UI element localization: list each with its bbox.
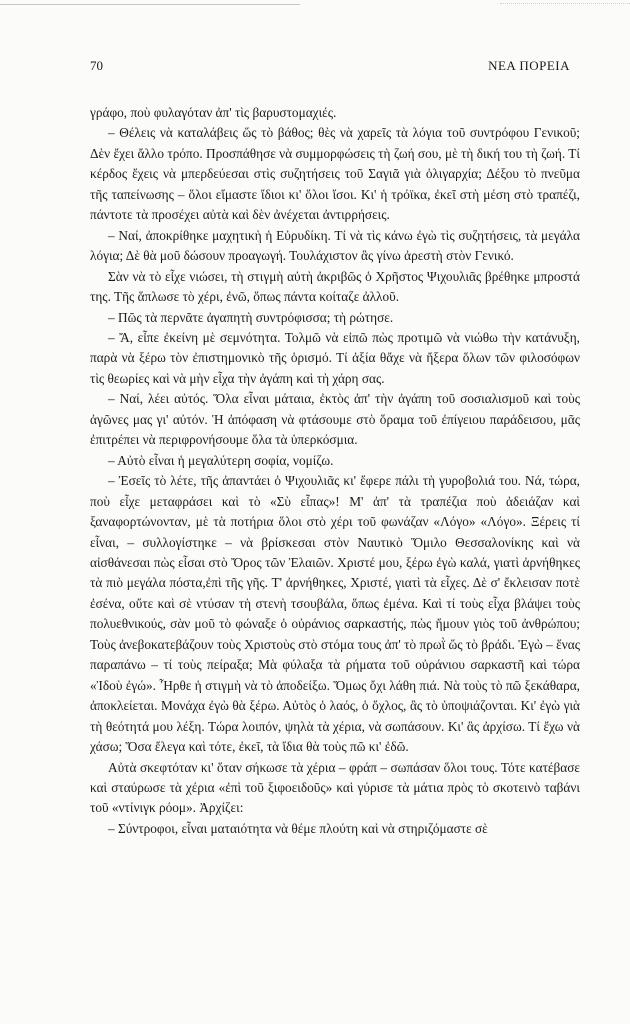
- paragraph: – Ἐσεῖς τὸ λέτε, τῆς ἀπαντάει ὁ Ψιχουλιᾶς κι' ἔφερε πάλι τὴ γυροβολιά του. Νά, τώρα, ποὺ εἶχε μεταφράσει καὶ τὸ «Σὺ εἶπας»! Μ' ἀπ' τὰ τραπέζια ποὺ ἀδειάζαν καὶ ξαναφορτώνονταν, μὲ τὰ ποτήρια ὅλοι στὸ χέρι τοῦ φωνάζαν «Λόγο» «Λόγο». Ξέρεις τί εἶναι, – συλλογίστηκε – νὰ βρίσκεσαι στὸν Ναυτικὸ Ὅμιλο Θεσσαλονίκης καὶ νὰ αἰσθάνεσαι πὼς εἶσαι στὸ Ὄρος τῶν Ἐλαιῶν. Χριστέ μου, ξέρω ἐγὼ καλά, γιατὶ ἀρνήθηκες τὰ πιὸ μεγάλα πόστα,ἐπὶ τῆς γῆς. Τ' ἀρνήθηκες, Χριστέ, γιατὶ τὰ εἶχες. Δὲ σ' ἔκλεισαν ποτὲ ἐσένα, οὔτε καὶ σὲ ντύσαν τὴ στενὴ τσουβάλα, ὅπως ἐμένα. Καὶ τί τοὺς εἶχα βλάψει τοὺς πολυεθνικούς, σὰν μοῦ τὸ φώναξε ὁ οὐράνιος σαρκαστής, πὼς ἤμουν γιὸς τοῦ ἀνθρώπου; Τοὺς ἀνεβοκατεβάζουν τοὺς Χριστοὺς στὸ στόμα τους ἀπ' τὸ πρωῒ ὥς τὸ βράδι. Ἐγὼ – ἕνας παραπάνω – τί τοὺς πείραξα; Μὰ φύλαξα τὰ ρήματα τοῦ οὐράνιου σαρκαστῆ καὶ τώρα «Ἰδοὺ ἐγώ». Ἦρθε ἡ στιγμὴ νὰ τὸ ἀποδείξω. Ὅμως ὄχι λάθη πιά. Νὰ τοὺς τὸ πῶ ξεκάθαρα, ἀποκλείεται. Μονάχα ἐγὼ θὰ ξέρω. Αὐτὸς ὁ λαός, ὁ ὄχλος, ἂς τὸ ὑποψιάζονται. Κι' ἐγὼ γιὰ τὴ θεότητά μου λέξη. Τώρα λοιπόν, ψηλὰ τὰ χέρια, νὰ σωπάσουν. Κι' ἂς ἀρχίσω. Τί ἔχω νὰ χάσω; Ὅσα ἔλεγα καὶ τότε, ἐκεῖ, τὰ ἴδια θὰ τοὺς πῶ κι' ἐδῶ.: [90, 473, 580, 755]
- paragraph: – Ναί, ἀποκρίθηκε μαχητικὴ ἡ Εὐρυδίκη. Τί νὰ τὶς κάνω ἐγὼ τὶς συζητήσεις, τὰ μεγάλα λόγια; Δὲ θὰ μοῦ δώσουν προαγωγή. Τουλάχιστον ἂς γίνω ἀρεστὴ στὸν Γενικό.: [90, 227, 580, 264]
- paragraph: – Θέλεις νὰ καταλάβεις ὥς τὸ βάθος; θὲς νὰ χαρεῖς τὰ λόγια τοῦ συντρόφου Γενικοῦ; Δὲν ἔχει ἄλλο τρόπο. Προσπάθησε νὰ συμμορφώσεις τὴ ζωή σου, μὲ τὴ δική του τὴ ζωή. Τί κέρδος ἔχεις νὰ μπερδεύεσαι στὶς συζητήσεις τοῦ Σαγιᾶ γιὰ ὀλιγαρχία; Δέξου τὸ πνεῦμα τῆς ταπείνωσης – ὅλοι εἴμαστε ἴδιοι κι' ὅλοι ἴσοι. Κι' ἡ τρόϊκα, ἐκεῖ στὴ μέση στὸ τραπέζι, πάντοτε τὰ προσέχει αὐτὰ καὶ δὲν ἀνέχεται ἀντιρρήσεις.: [90, 125, 580, 223]
- scan-top-edge-right: [500, 3, 630, 4]
- paragraph: – Αὐτὸ εἶναι ἡ μεγαλύτερη σοφία, νομίζω.: [108, 452, 334, 468]
- scan-top-edge: [0, 4, 300, 5]
- page-header: [90, 58, 570, 78]
- body-text: [90, 103, 580, 839]
- paragraph: – Σύντροφοι, εἶναι ματαιότητα νὰ θέμε πλούτη καὶ νὰ στηριζόμαστε σὲ: [108, 820, 488, 836]
- paragraph: – Πῶς τὰ περνᾶτε ἀγαπητὴ συντρόφισσα; τὴ ρώτησε.: [108, 309, 394, 325]
- paragraph: Αὐτὰ σκεφτόταν κι' ὅταν σήκωσε τὰ χέρια – φράπ – σωπάσαν ὅλοι τους. Τότε κατέβασε καὶ σταύρωσε τὰ χέρια «ἐπὶ τοῦ ξιφοειδοῦς» καὶ γύρισε τὰ μάτια πρὸς τὸ σκοτεινὸ ταβάνι τοῦ «ντίνιγκ ρόομ». Ἀρχίζει:: [90, 759, 580, 816]
- paragraph: – Ναί, λέει αὐτός. Ὅλα εἶναι μάταια, ἐκτὸς ἀπ' τὴν ἀγάπη τοῦ σοσιαλισμοῦ καὶ τοὺς ἀγῶνες μας γι' αὐτόν. Ἡ ἀπόφαση νὰ φτάσουμε στὸ ὅραμα τοῦ ἐπίγειου παράδεισου, μᾶς ἐπιτρέπει νὰ περιφρονήσουμε ὅλα τὰ ὑπερκόσμια.: [90, 391, 580, 448]
- paragraph: Σὰν νὰ τὸ εἶχε νιώσει, τὴ στιγμὴ αὐτὴ ἀκριβῶς ὁ Χρῆστος Ψιχουλιᾶς βρέθηκε μπροστά της. Τῆς ἅπλωσε τὸ χέρι, ἐνῶ, ὅπως πάντα κοίταζε ἀλλοῦ.: [90, 268, 580, 305]
- page-number: 70: [90, 58, 103, 73]
- paragraph: – Ἄ, εἶπε ἐκείνη μὲ σεμνότητα. Τολμῶ νὰ εἰπῶ πὼς προτιμῶ νὰ νιώθω τὴν κατάνυξη, παρὰ νὰ ξέρω τὸν ἐπιστημονικὸ τῆς ὁρισμό. Τί ἀξία θἄχε νὰ ἤξερα ὅλων τῶν φιλοσόφων τὶς θεωρίες καὶ νὰ μὴν εἶχα τὴν ἀγάπη καὶ τὴ χάρη σας.: [90, 329, 580, 386]
- paragraph: γράφο, ποὺ φυλαγόταν ἀπ' τὶς βαρυστομαχιές.: [90, 105, 337, 120]
- running-title: ΝΕΑ ΠΟΡΕΙΑ: [488, 58, 570, 73]
